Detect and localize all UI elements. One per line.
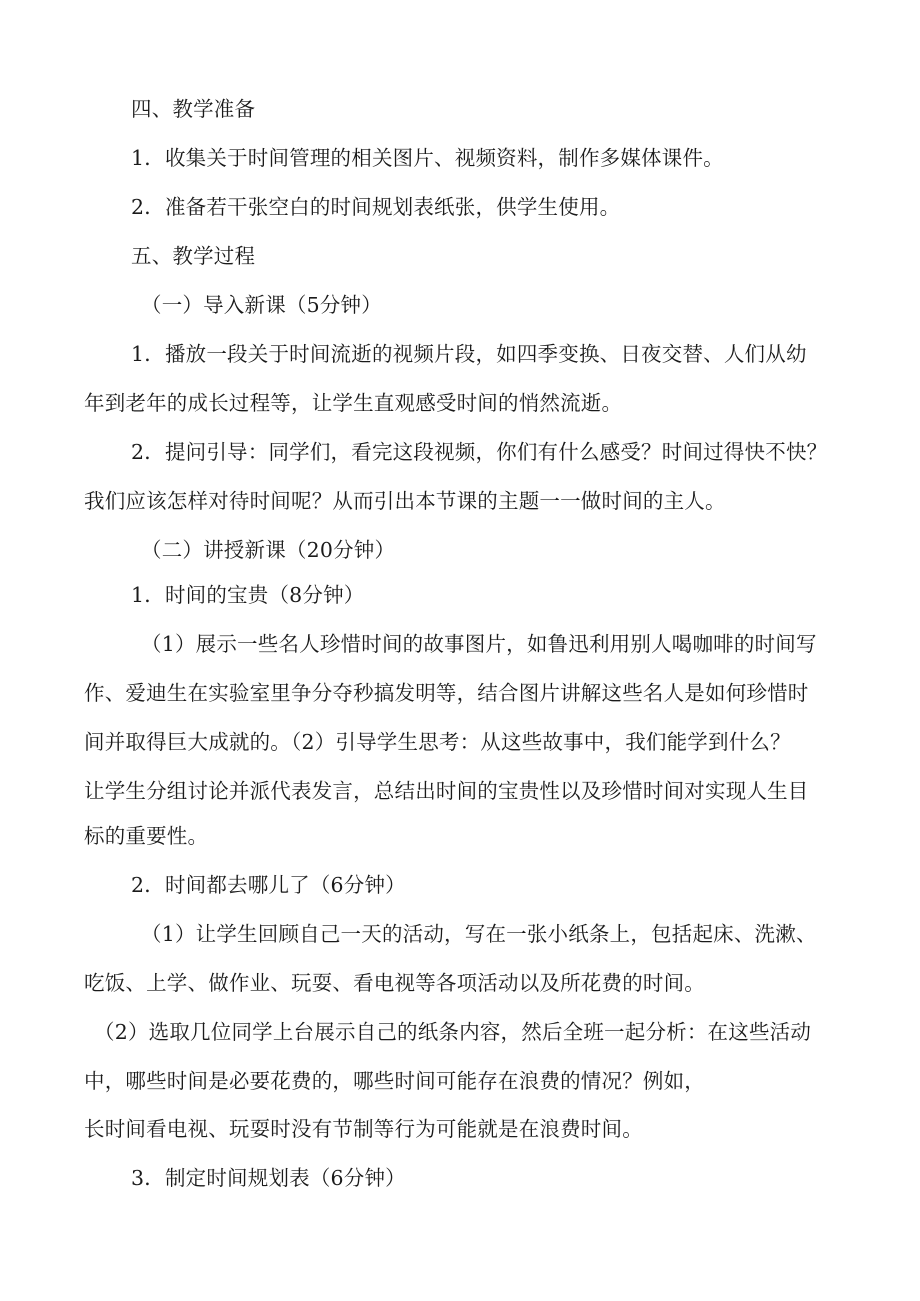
paragraph-line: 2．准备若干张空白的时间规划表纸张，供学生使用。 <box>131 195 621 219</box>
paragraph-line: 标的重要性。 <box>84 824 209 848</box>
paragraph-line: 1．时间的宝贵（8分钟） <box>131 583 365 607</box>
paragraph-line: 1．播放一段关于时间流逝的视频片段，如四季变换、日夜交替、人们从幼 <box>131 342 807 366</box>
paragraph-line: （2）选取几位同学上台展示自己的纸条内容，然后全班一起分析：在这些活动 <box>94 1020 812 1044</box>
heading-teaching-preparation: 四、教学准备 <box>131 97 256 121</box>
subheading-new-lesson: （二）讲授新课（20分钟） <box>141 538 396 562</box>
paragraph-line: 我们应该怎样对待时间呢？从而引出本节课的主题一一做时间的主人。 <box>84 489 726 513</box>
paragraph-line: 吃饭、上学、做作业、玩耍、看电视等各项活动以及所花费的时间。 <box>84 971 705 995</box>
paragraph-line: 中，哪些时间是必要花费的，哪些时间可能存在浪费的情况？例如， <box>84 1069 705 1093</box>
paragraph-line: 长时间看电视、玩耍时没有节制等行为可能就是在浪费时间。 <box>84 1117 643 1141</box>
paragraph-line: 间并取得巨大成就的。（2）引导学生思考：从这些故事中，我们能学到什么？ <box>84 730 791 754</box>
paragraph-line: 1．收集关于时间管理的相关图片、视频资料，制作多媒体课件。 <box>131 146 724 170</box>
paragraph-line: 2．提问引导：同学们，看完这段视频，你们有什么感受？时间过得快不快？ <box>131 440 828 464</box>
subheading-intro: （一）导入新课（5分钟） <box>141 293 382 317</box>
heading-teaching-process: 五、教学过程 <box>131 244 256 268</box>
paragraph-line: 3．制定时间规划表（6分钟） <box>131 1166 406 1190</box>
paragraph-line: 2．时间都去哪儿了（6分钟） <box>131 873 406 897</box>
paragraph-line: （1）展示一些名人珍惜时间的故事图片，如鲁迅利用别人喝咖啡的时间写 <box>141 632 817 656</box>
paragraph-line: 让学生分组讨论并派代表发言，总结出时间的宝贵性以及珍惜时间对实现人生目 <box>84 779 809 803</box>
paragraph-line: 作、爱迪生在实验室里争分夺秒搞发明等，结合图片讲解这些名人是如何珍惜时 <box>84 681 809 705</box>
paragraph-line: 年到老年的成长过程等，让学生直观感受时间的悄然流逝。 <box>84 391 623 415</box>
paragraph-line: （1）让学生回顾自己一天的活动，写在一张小纸条上，包括起床、洗漱、 <box>141 922 817 946</box>
